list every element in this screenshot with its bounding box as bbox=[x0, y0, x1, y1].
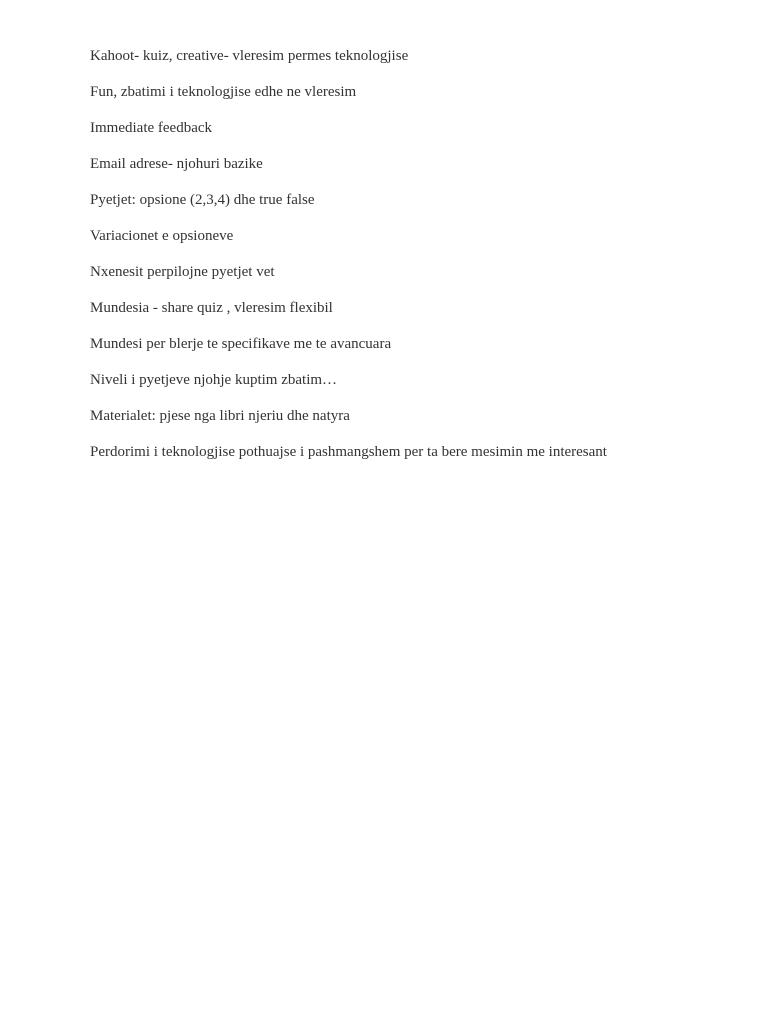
paragraph: Mundesia - share quiz , vleresim flexibil bbox=[90, 300, 333, 316]
paragraph: Niveli i pyetjeve njohje kuptim zbatim… bbox=[90, 372, 338, 388]
paragraph: Immediate feedback bbox=[90, 120, 213, 136]
document-body bbox=[90, 46, 730, 478]
paragraph: Materialet: pjese nga libri njeriu dhe natyra bbox=[90, 408, 350, 424]
paragraph: Pyetjet: opsione (2,3,4) dhe true false bbox=[90, 192, 315, 208]
paragraph: Email adrese- njohuri bazike bbox=[90, 156, 263, 172]
paragraph: Variacionet e opsioneve bbox=[90, 228, 234, 244]
paragraph: Nxenesit perpilojne pyetjet vet bbox=[90, 264, 275, 280]
paragraph: Mundesi per blerje te specifikave me te avancuara bbox=[90, 336, 392, 352]
paragraph: Fun, zbatimi i teknologjise edhe ne vleresim bbox=[90, 84, 357, 100]
paragraph: Kahoot- kuiz, creative- vleresim permes teknologjise bbox=[90, 48, 409, 64]
paragraph: Perdorimi i teknologjise pothuajse i pashmangshem per ta bere mesimin me interesant bbox=[90, 444, 607, 460]
